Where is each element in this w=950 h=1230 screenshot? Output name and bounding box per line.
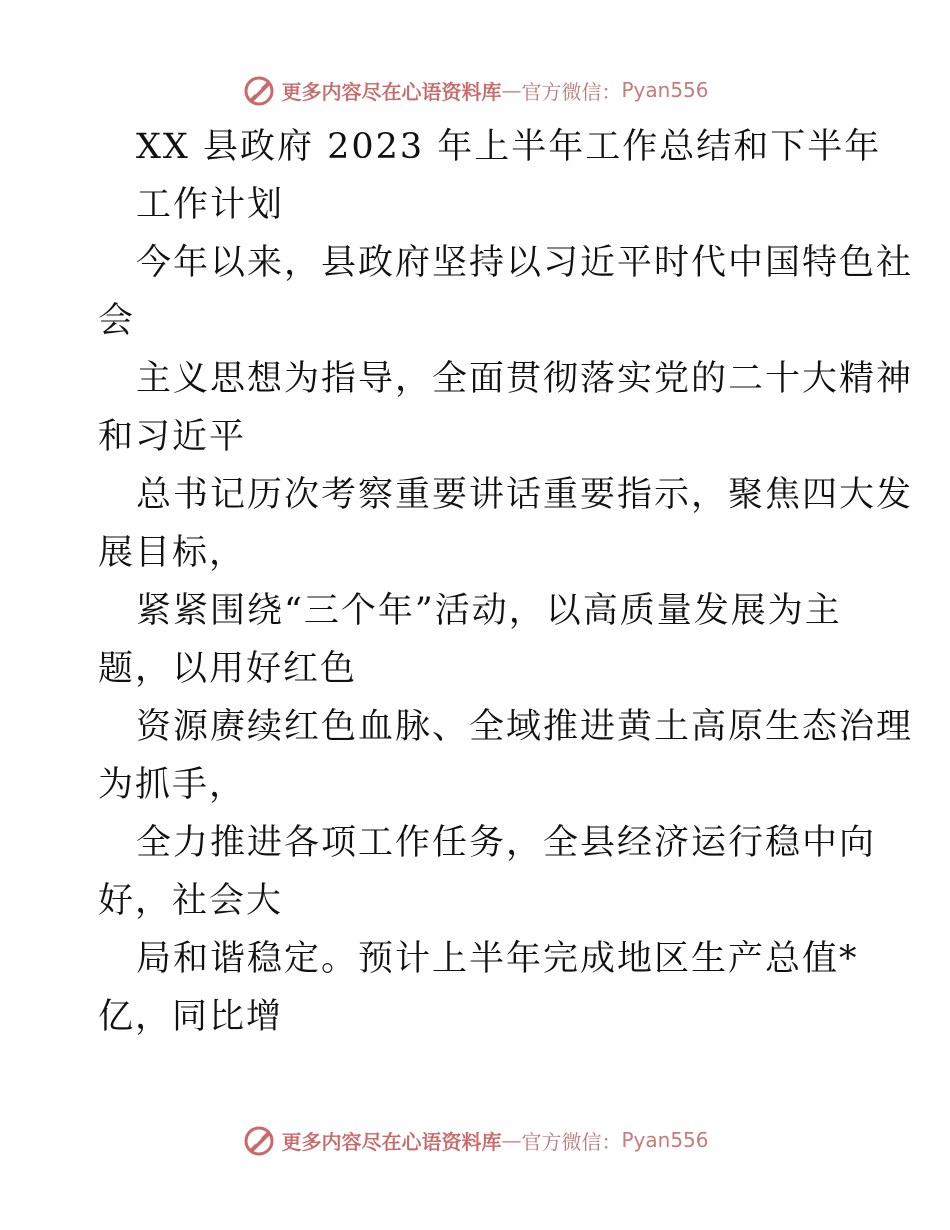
document-body bbox=[98, 118, 914, 1046]
text-line: 会 bbox=[98, 301, 136, 341]
watermark-dash: — bbox=[501, 78, 522, 102]
text-line: 总书记历次考察重要讲话重要指示，聚焦四大发 bbox=[136, 475, 914, 515]
watermark-id: Pyan556 bbox=[621, 78, 709, 102]
watermark-dash: — bbox=[501, 1128, 522, 1152]
text-line: 主义思想为指导，全面贯彻落实党的二十大精神 bbox=[136, 359, 914, 399]
watermark-sub-text: 官方微信： bbox=[521, 79, 622, 104]
text-line: 工作计划 bbox=[136, 185, 285, 225]
text-line: 展目标， bbox=[98, 533, 247, 573]
text-line: 亿，同比增 bbox=[98, 997, 284, 1037]
text-line: 紧紧围绕“三个年”活动，以高质量发展为主 bbox=[136, 591, 842, 631]
quill-logo-icon bbox=[241, 72, 277, 108]
watermark-footer bbox=[0, 1120, 950, 1160]
watermark-main-text: 更多内容尽在心语资料库 bbox=[281, 1129, 502, 1154]
watermark-id: Pyan556 bbox=[621, 1128, 709, 1152]
text-line: 为抓手， bbox=[98, 765, 247, 805]
text-line: 好，社会大 bbox=[98, 881, 284, 921]
text-line: 和习近平 bbox=[98, 417, 247, 457]
text-line: 今年以来，县政府坚持以习近平时代中国特色社 bbox=[136, 243, 914, 283]
quill-logo-icon bbox=[241, 1122, 277, 1158]
watermark-sub-text: 官方微信： bbox=[521, 1129, 622, 1154]
text-line: 局和谐稳定。预计上半年完成地区生产总值* bbox=[136, 939, 859, 979]
text-line: 资源赓续红色血脉、全域推进黄土高原生态治理 bbox=[136, 707, 914, 747]
text-line: 题，以用好红色 bbox=[98, 649, 358, 689]
watermark-main-text: 更多内容尽在心语资料库 bbox=[281, 79, 502, 104]
text-line: 全力推进各项工作任务，全县经济运行稳中向 bbox=[136, 823, 877, 863]
text-line: XX 县政府 2023 年上半年工作总结和下半年 bbox=[136, 127, 882, 167]
watermark-header bbox=[0, 70, 950, 110]
